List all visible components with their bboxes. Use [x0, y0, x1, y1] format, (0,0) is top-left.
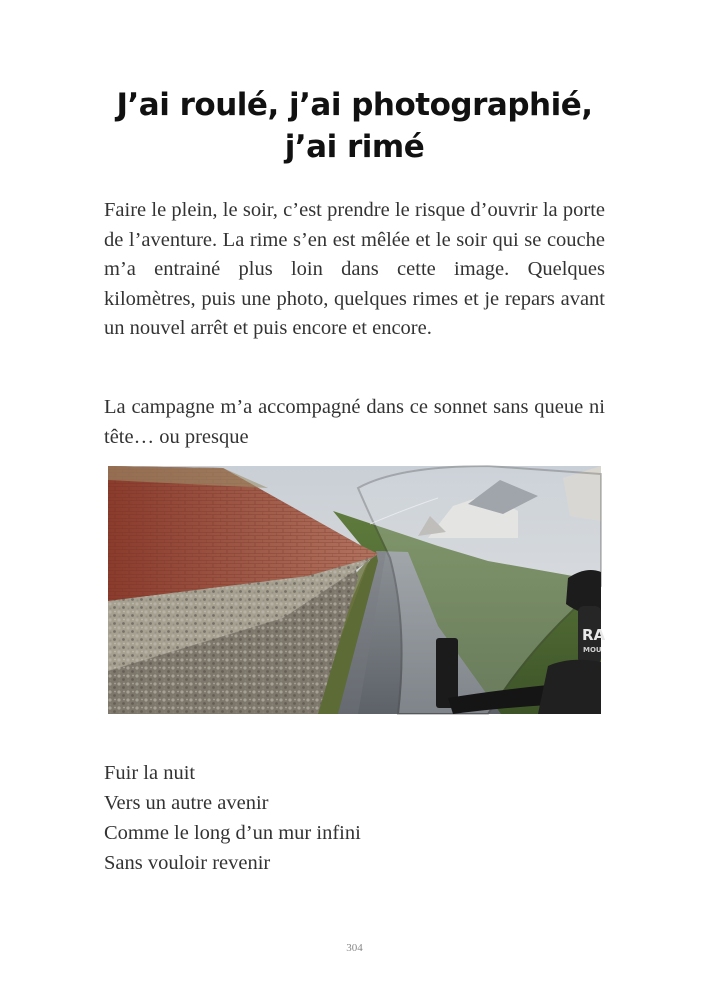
mount-label-mou: MOU [583, 646, 602, 654]
second-paragraph: La campagne m’a accompagné dans ce sonnet sans queue ni tête… ou presque [104, 396, 605, 448]
page-number: 304 [346, 942, 363, 954]
page-title: J’ai roulé, j’ai photographié, j’ai rimé [116, 87, 593, 165]
poem-line: Fuir la nuit [104, 762, 196, 784]
poem-line: Vers un autre avenir [104, 792, 269, 814]
mount-label-ra: RA [582, 626, 606, 644]
intro-paragraph: Faire le plein, le soir, c’est prendre le risque d’ouvrir la porte de l’aventure. La rime s’en est mêlée et le soir qui se couche m’a entrainé plus loin dans cette image. Quelques kilomètres, puis une photo, quelques rimes et je repars avant un nouvel arrêt et puis encore et encore. [104, 199, 605, 340]
poem-line: Sans vouloir revenir [104, 852, 271, 874]
poem-line: Comme le long d’un mur infini [104, 822, 361, 844]
poem [104, 758, 605, 878]
road-photo [108, 466, 606, 714]
